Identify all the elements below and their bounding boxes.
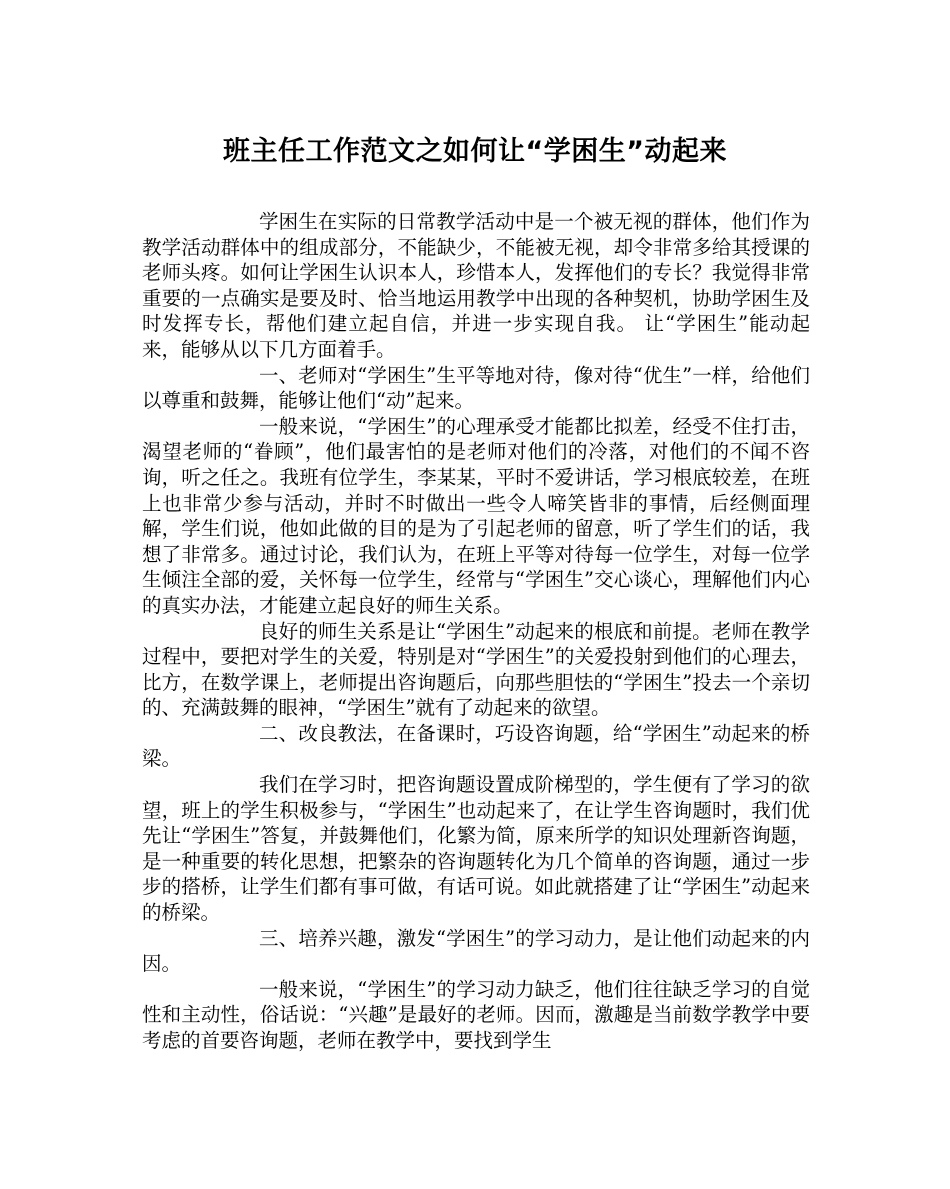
paragraph-point-three-body: 一般来说，“学困生”的学习动力缺乏，他们往往缺乏学习的自觉性和主动性，俗话说：“兴趣”是最好的老师。因而，激趣是当前数学教学中要考虑的首要咨询题，老师在教学中，要找到学生 xyxy=(142,977,810,1052)
document-body xyxy=(142,209,810,1054)
document-title: 班主任工作范文之如何让“学困生”动起来 xyxy=(223,136,727,167)
paragraph-point-three-heading: 三、培养兴趣，激发“学困生”的学习动力，是让他们动起来的内因。 xyxy=(142,926,810,976)
paragraph-intro: 学困生在实际的日常教学活动中是一个被无视的群体，他们作为教学活动群体中的组成部分，不能缺少，不能被无视，却令非常多给其授课的老师头疼。如何让学困生认识本人，珍惜本人，发挥他们的专长？我觉得非常重要的一点确实是要及时、恰当地运用教学中出现的各种契机，协助学困生及时发挥专长，帮他们建立起自信，并进一步实现自我。 让“学困生”能动起来，能够从以下几方面着手。 xyxy=(142,210,810,361)
paragraph-point-two-body: 我们在学习时，把咨询题设置成阶梯型的，学生便有了学习的欲望，班上的学生积极参与，“学困生”也动起来了，在让学生咨询题时，我们优先让“学困生”答复，并鼓舞他们，化繁为简，原来所学的知识处理新咨询题，是一种重要的转化思想，把繁杂的咨询题转化为几个简单的咨询题，通过一步步的搭桥，让学生们都有事可做，有话可说。如此就搭建了让“学困生”动起来的桥梁。 xyxy=(142,773,810,925)
paragraph-relationship: 良好的师生关系是让“学困生”动起来的根底和前提。老师在教学过程中，要把对学生的关爱，特别是对“学困生”的关爱投射到他们的心理去，比方，在数学课上，老师提出咨询题后，向那些胆怯的“学困生”投去一个亲切的、充满鼓舞的眼神，“学困生”就有了动起来的欲望。 xyxy=(142,619,810,720)
paragraph-point-one-body: 一般来说，“学困生”的心理承受才能都比拟差，经受不住打击，渴望老师的“眷顾”，他们最害怕的是老师对他们的冷落，对他们的不闻不咨询，听之任之。我班有位学生，李某某，平时不爱讲话，学习根底较差，在班上也非常少参与活动，并时不时做出一些令人啼笑皆非的事情，后经侧面理解，学生们说，他如此做的目的是为了引起老师的留意，听了学生们的话，我想了非常多。通过讨论，我们认为，在班上平等对待每一位学生，对每一位学生倾注全部的爱，关怀每一位学生，经常与“学困生”交心谈心，理解他们内心的真实办法，才能建立起良好的师生关系。 xyxy=(142,414,810,617)
paragraph-point-one-heading: 一、老师对“学困生”生平等地对待，像对待“优生”一样，给他们以尊重和鼓舞，能够让他们“动”起来。 xyxy=(142,363,810,413)
paragraph-point-two-heading: 二、改良教法，在备课时，巧设咨询题，给“学困生”动起来的桥梁。 xyxy=(142,721,810,771)
